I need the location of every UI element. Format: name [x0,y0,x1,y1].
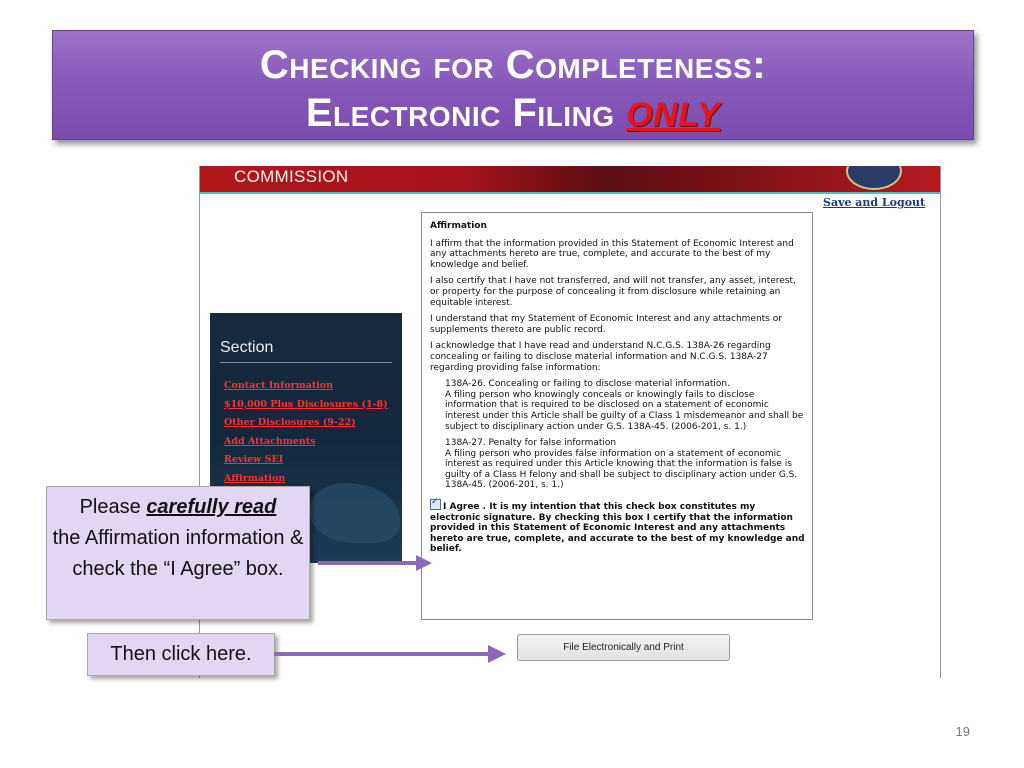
header-commission-text: COMMISSION [234,167,349,186]
affirmation-paragraph-2: I also certify that I have not transferred, and will not transfer, any asset, interest, or property for the purpose of concealing it from disclosure while retaining an equitable interest. [430,276,796,308]
section-link-other-disclosures[interactable]: Other Disclosures (9-22) [224,417,356,429]
statute-138a-27-title: 138A-27. Penalty for false information [445,438,617,449]
header-accent-line [200,192,940,194]
callout-read-rest: the Affirmation information & check the “I Agree” box. [52,527,304,580]
section-link-list [224,377,388,489]
affirmation-heading: Affirmation [430,221,487,231]
statute-138a-27-body: A filing person who provides false information on a statement of economic interest as required under this Article knowing that the information is false is guilty of a Class H felony and shall be subject to disciplinary action under G.S. 138A-45. (2006-201, s. 1.) [445,448,798,491]
statute-138a-26 [445,379,806,432]
affirmation-paragraph-4: I acknowledge that I have read and understand N.C.G.S. 138A-26 regarding concealing or failing to disclose material information and N.C.G.S. 138A-27 regarding providing false information: [430,341,771,373]
section-title: Section [220,339,274,356]
section-link-contact[interactable]: Contact Information [224,380,334,391]
section-link-add-attachments[interactable]: Add Attachments [224,435,316,447]
map-decoration-icon [310,483,400,543]
callout-read-emphasis: carefully read [146,496,277,518]
section-link-review-sei[interactable]: Review SEI [224,454,284,466]
statute-138a-26-title: 138A-26. Concealing or failing to disclose material information. [445,379,730,390]
section-link-affirmation[interactable]: Affirmation [224,472,286,484]
slide-title-only: ONLY [626,96,721,134]
affirmation-paragraph-1: I affirm that the information provided in this Statement of Economic Interest and any attachments hereto are true, complete, and accurate to the best of my knowledge and belief. [430,238,794,270]
affirmation-panel [421,212,813,620]
callout-read-prefix: Please [79,496,147,518]
app-header [200,166,940,192]
callout-read-affirmation [46,486,310,620]
file-electronically-button[interactable]: File Electronically and Print [517,634,730,661]
section-divider [220,362,392,363]
page-number: 19 [955,724,970,739]
statute-138a-27 [445,438,806,491]
section-link-plus-disclosures[interactable]: $10,000 Plus Disclosures (1-8) [224,398,388,410]
callout-click-here: Then click here. [87,633,275,676]
save-logout-link[interactable]: Save and Logout [823,196,926,209]
slide-title-prefix: Electronic Filing [305,91,627,135]
agree-label: I Agree . It is my intention that this check box constitutes my electronic signature. By checking this box I certify that the information provided in this Statement of Economic Interest and any attachments hereto are true, complete, and accurate to the best of my knowledge and belief. [430,502,805,555]
agree-checkbox[interactable] [430,499,441,510]
agree-row [430,499,806,555]
slide-title-line2 [53,89,973,139]
affirmation-paragraph-3: I understand that my Statement of Economic Interest and any attachments or supplements thereto are public record. [430,314,782,335]
embedded-screenshot [199,166,941,678]
slide-title-line1: Checking for Completeness: [259,43,767,87]
statute-138a-26-body: A filing person who knowingly conceals or knowingly fails to disclose information that is required to be disclosed on a statement of economic interest under this Article shall be guilty of a Class 1 misdemeanor and shall be subject to disciplinary action under G.S. 138A-45. (2006-201, s. 1.) [445,389,804,432]
slide-title-banner [52,30,974,140]
seal-icon [846,166,902,190]
